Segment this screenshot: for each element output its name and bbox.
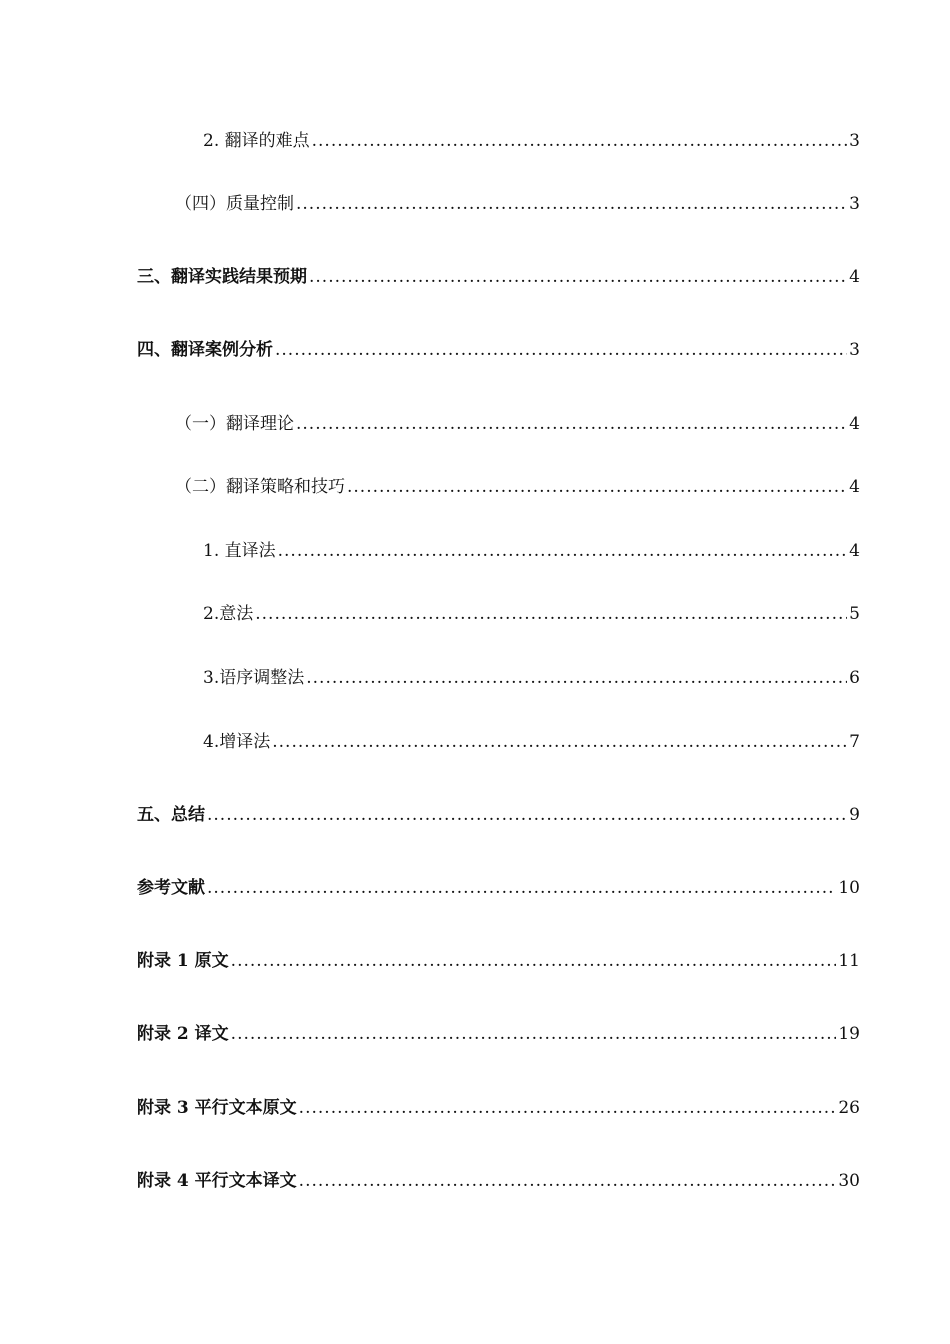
toc-entry-label: 3.语序调整法 xyxy=(203,668,305,688)
toc-page-number: 19 xyxy=(838,1024,860,1044)
toc-entry-label: （二）翻译策略和技巧 xyxy=(175,477,345,497)
toc-entry-translation-theory[interactable] xyxy=(175,412,860,436)
toc-page-number: 3 xyxy=(849,194,860,214)
toc-entry-expected-results[interactable] xyxy=(137,265,860,289)
toc-page-number: 6 xyxy=(849,668,860,688)
toc-page-number: 26 xyxy=(838,1098,860,1118)
toc-entry-translation-difficulties[interactable] xyxy=(203,129,860,153)
toc-entry-literal-translation[interactable] xyxy=(203,539,860,563)
toc-entry-label: 附录 2 译文 xyxy=(137,1024,229,1044)
toc-entry-label: 2.意法 xyxy=(203,604,254,624)
toc-entry-label: 4.增译法 xyxy=(203,732,271,752)
toc-entry-appendix-1[interactable] xyxy=(137,949,860,973)
toc-entry-label: 参考文献 xyxy=(137,878,205,898)
toc-dot-leader xyxy=(231,1022,837,1046)
toc-dot-leader xyxy=(299,1169,837,1193)
toc-entry-word-order-adjustment[interactable] xyxy=(203,666,860,690)
toc-entry-label: 2. 翻译的难点 xyxy=(203,131,310,151)
toc-entry-case-analysis[interactable] xyxy=(137,338,860,362)
toc-entry-label: 1. 直译法 xyxy=(203,541,276,561)
toc-dot-leader xyxy=(207,803,847,827)
toc-entry-label: 附录 3 平行文本原文 xyxy=(137,1098,297,1118)
toc-entry-label: （四）质量控制 xyxy=(175,194,294,214)
toc-dot-leader xyxy=(296,192,847,216)
toc-dot-leader xyxy=(306,666,847,690)
toc-page-number: 3 xyxy=(849,131,860,151)
toc-entry-label: （一）翻译理论 xyxy=(175,414,294,434)
toc-dot-leader xyxy=(278,539,848,563)
toc-page-number: 9 xyxy=(849,805,860,825)
toc-page-number: 4 xyxy=(849,414,860,434)
toc-entry-label: 五、总结 xyxy=(137,805,205,825)
toc-dot-leader xyxy=(347,475,847,499)
toc-entry-label: 附录 4 平行文本译文 xyxy=(137,1171,297,1191)
toc-page-number: 5 xyxy=(849,604,860,624)
toc-entry-appendix-2[interactable] xyxy=(137,1022,860,1046)
toc-page-number: 3 xyxy=(849,340,860,360)
toc-entry-label: 附录 1 原文 xyxy=(137,951,229,971)
toc-page-number: 7 xyxy=(849,732,860,752)
toc-entry-amplification[interactable] xyxy=(203,730,860,754)
toc-dot-leader xyxy=(207,876,836,900)
toc-page-number: 4 xyxy=(849,267,860,287)
toc-entry-free-translation[interactable] xyxy=(203,602,860,626)
toc-page-number: 11 xyxy=(838,951,860,971)
toc-entry-label: 四、翻译案例分析 xyxy=(137,340,273,360)
toc-entry-strategies-techniques[interactable] xyxy=(175,475,860,499)
toc-dot-leader xyxy=(275,338,847,362)
toc-page-number: 30 xyxy=(838,1171,860,1191)
toc-dot-leader xyxy=(309,265,847,289)
toc-page-number: 4 xyxy=(849,541,860,561)
toc-dot-leader xyxy=(296,412,847,436)
toc-dot-leader xyxy=(255,602,847,626)
toc-dot-leader xyxy=(231,949,837,973)
toc-entry-references[interactable] xyxy=(137,876,860,900)
toc-entry-label: 三、翻译实践结果预期 xyxy=(137,267,307,287)
toc-entry-appendix-4[interactable] xyxy=(137,1169,860,1193)
toc-dot-leader xyxy=(272,730,847,754)
toc-entry-summary[interactable] xyxy=(137,803,860,827)
toc-entry-appendix-3[interactable] xyxy=(137,1096,860,1120)
toc-page-number: 10 xyxy=(838,878,860,898)
toc-entry-quality-control[interactable] xyxy=(175,192,860,216)
toc-dot-leader xyxy=(312,129,848,153)
toc-page-number: 4 xyxy=(849,477,860,497)
toc-dot-leader xyxy=(299,1096,837,1120)
